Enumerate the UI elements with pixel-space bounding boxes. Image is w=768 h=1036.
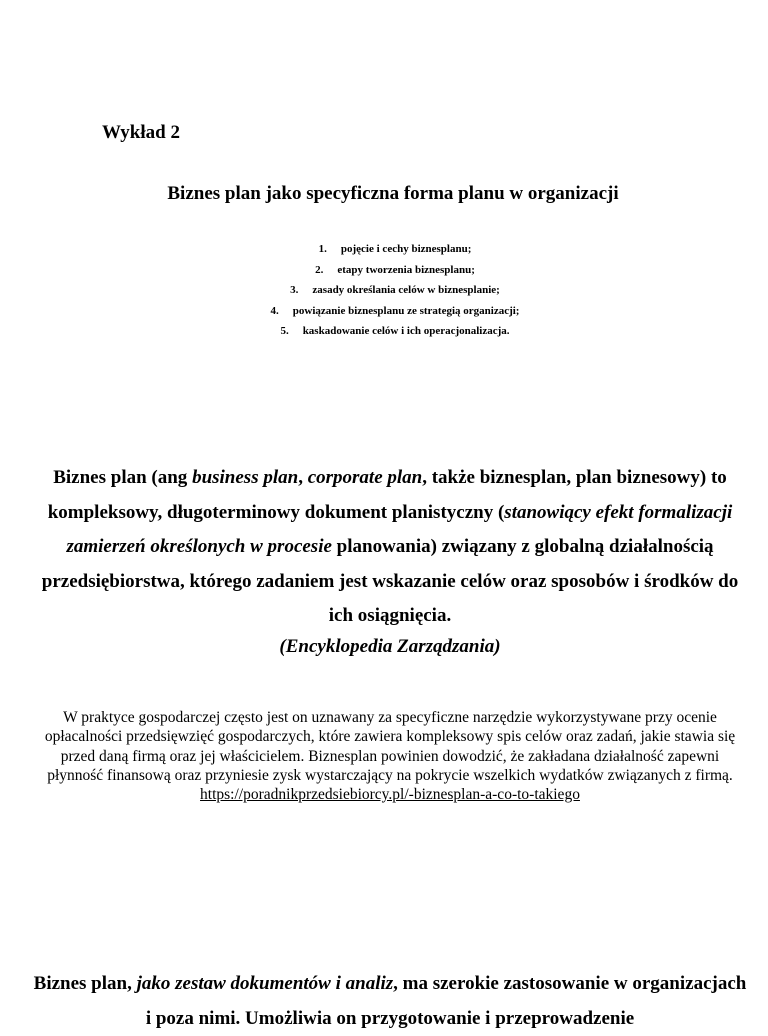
definition-text: Biznes plan (ang [53, 467, 193, 488]
list-item [0, 260, 768, 281]
list-item-number: 3. [290, 284, 299, 296]
list-item-number: 5. [280, 325, 289, 337]
page-title: Biznes plan jako specyficzna forma planu w organizacji [167, 183, 619, 204]
zestaw-text: , ma szerokie zastosowanie w organizacjach i poza nimi. Umożliwia on przygotowanie i przeprowadzenie [145, 973, 747, 1029]
definition-emphasis: corporate plan [307, 467, 423, 488]
definition-paragraph [30, 461, 750, 634]
definition-text: , także biznesplan, plan biznesowy) to kompleksowy, długoterminowy dokument planistyczny ( [47, 467, 727, 523]
source-citation: (Encyklopedia Zarządzania) [279, 636, 501, 657]
agenda-list [0, 239, 768, 342]
source-link[interactable]: https://poradnikprzedsiebiorcy.pl/-biznesplan-a-co-to-takiego [200, 786, 580, 804]
list-item-text: pojęcie i cechy biznesplanu; [340, 243, 472, 255]
practice-text: W praktyce gospodarczej często jest on uznawany za specyficzne narzędzie wykorzystywane przy ocenie opłacalności przedsięwzięć gospodarczych, które zawiera kompleksowy spis celów oraz zadań, jakie stawia się przed daną firmą oraz jej właścicielem. Biznesplan powinien dowodzić, że zakładana działalność zapewni płynność finansową oraz przyniesie zysk wystarczający na pokrycie wszelkich wydatków związanych z firmą. [44, 709, 736, 784]
list-item-text: zasady określania celów w biznesplanie; [312, 284, 500, 296]
practice-paragraph [40, 708, 740, 804]
list-item-text: etapy tworzenia biznesplanu; [337, 263, 475, 276]
list-item-number: 4. [270, 304, 279, 317]
definition-emphasis: business plan [192, 467, 299, 488]
list-item-number: 1. [318, 243, 327, 255]
list-item-text: kaskadowanie celów i ich operacjonalizacja. [302, 325, 510, 337]
list-item-number: 2. [315, 263, 324, 276]
list-item [0, 239, 768, 260]
lecture-label: Wykład 2 [102, 122, 180, 143]
definition-text: planowania) związany z globalną działalnością przedsiębiorstwa, którego zadaniem jest wskazanie celów oraz sposobów i środków do ich osiągnięcia. [41, 536, 739, 626]
list-item [0, 280, 768, 301]
definition-text: , [298, 467, 308, 488]
zestaw-emphasis: jako zestaw dokumentów i analiz [136, 973, 394, 994]
zestaw-paragraph [30, 967, 750, 1036]
list-item [0, 301, 768, 322]
zestaw-text: Biznes plan, [33, 973, 137, 994]
list-item-text: powiązanie biznesplanu ze strategią organizacji; [292, 304, 520, 317]
list-item [0, 321, 768, 342]
definition-emphasis: stanowiący efekt formalizacji zamierzeń określonych w procesie [66, 501, 733, 557]
